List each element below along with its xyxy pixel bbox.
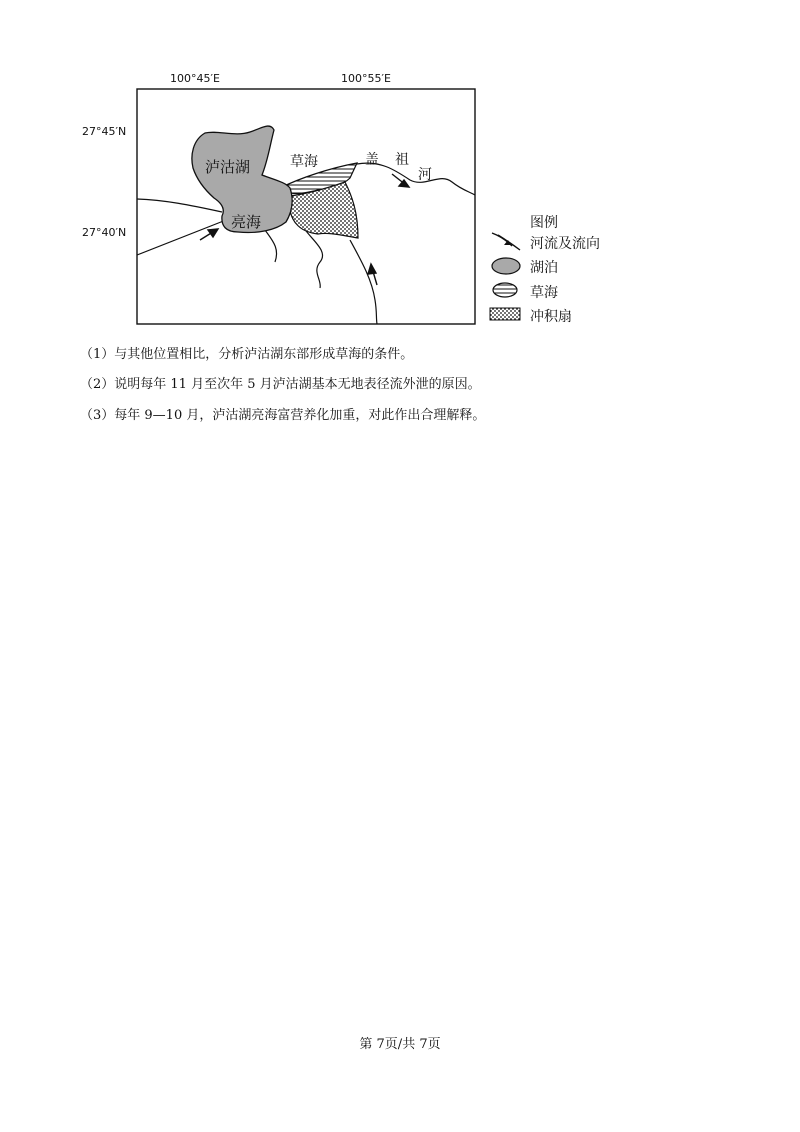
page-footer: 第 7页/共 7页 bbox=[359, 1037, 441, 1052]
bay-label: 亮海 bbox=[231, 213, 262, 231]
grass-sea-label: 草海 bbox=[290, 154, 318, 170]
lake-label: 泸沽湖 bbox=[205, 158, 251, 176]
longitude-label-east: 100°55′E bbox=[341, 72, 391, 85]
lugu-lake-map bbox=[0, 0, 800, 340]
legend-label-grass-sea: 草海 bbox=[530, 285, 558, 301]
legend-label-river: 河流及流向 bbox=[530, 236, 600, 252]
question-1: （1）与其他位置相比，分析泸沽湖东部形成草海的条件。 bbox=[80, 347, 414, 362]
legend-title: 图例 bbox=[530, 215, 558, 231]
legend-grass-sea-symbol bbox=[493, 283, 517, 297]
river-name-char-1: 盖 bbox=[365, 152, 379, 168]
legend-label-alluvial-fan: 冲积扇 bbox=[530, 309, 572, 325]
legend-alluvial-fan-symbol bbox=[490, 308, 520, 320]
river-name-char-2: 祖 bbox=[395, 152, 409, 168]
river-west-upper bbox=[137, 199, 222, 212]
legend-river-symbol bbox=[492, 233, 520, 250]
river-south-1 bbox=[265, 230, 277, 262]
question-3: （3）每年 9—10 月，泸沽湖亮海富营养化加重，对此作出合理解释。 bbox=[80, 408, 486, 423]
river-south-3 bbox=[350, 240, 377, 324]
legend-lake-symbol bbox=[492, 258, 520, 274]
question-2: （2）说明每年 11 月至次年 5 月泸沽湖基本无地表径流外泄的原因。 bbox=[80, 377, 481, 392]
legend-label-lake: 湖泊 bbox=[530, 260, 558, 276]
latitude-label-north: 27°45′N bbox=[82, 125, 127, 138]
longitude-label-west: 100°45′E bbox=[170, 72, 220, 85]
river-name-char-3: 河 bbox=[418, 167, 432, 183]
latitude-label-south: 27°40′N bbox=[82, 226, 127, 239]
